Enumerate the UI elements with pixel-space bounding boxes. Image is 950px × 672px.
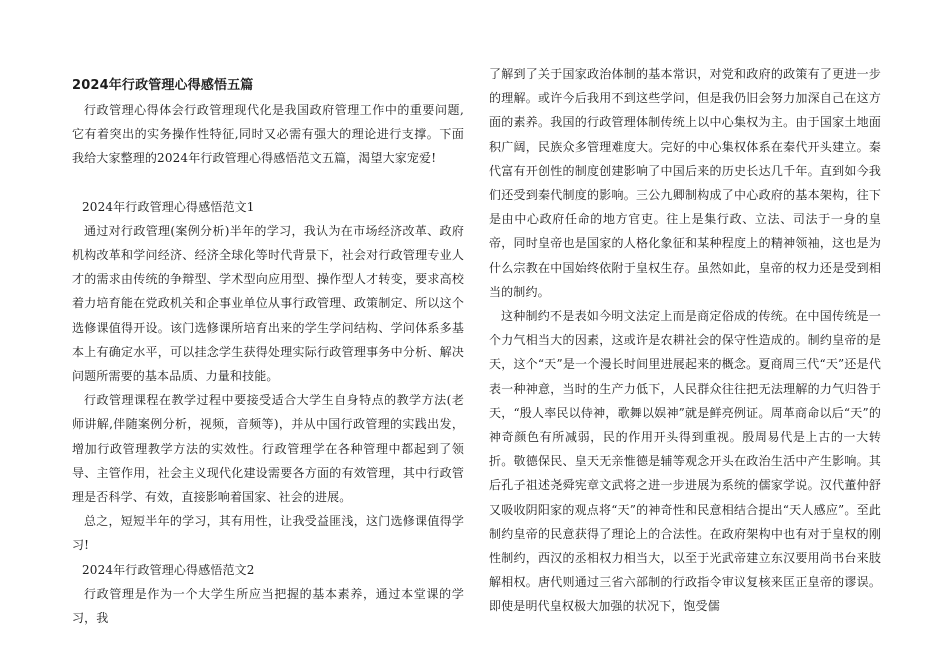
paragraph: 通过对行政管理(案例分析)半年的学习，我认为在市场经济改革、政府机构改革和学问经济、经济全球化等时代背景下，社会对行政管理专业人才的需求由传统的争辩型、学术型向应用型、操作型人才转变，要求高校着力培育能在党政机关和企事业单位从事行政管理、政策制定、所以这个选修课值得开设。该门选修课所培育出来的学生学问结构、学问体系多基本上有确定水平，可以挂念学生获得处理实际行政管理事务中分析、解决问题所需要的基本品质、力量和技能。 <box>72 223 464 384</box>
left-column <box>72 62 464 630</box>
paragraph: 总之，短短半年的学习，其有用性，让我受益匪浅，这门选修课值得学习! <box>72 514 464 553</box>
paragraph-gap <box>72 171 464 195</box>
paragraph: 行政管理心得体会行政管理现代化是我国政府管理工作中的重要问题,它有着突出的实务操作性特征,同时又必需有强大的理论进行支撑。下面我给大家整理的2024年行政管理心得感悟范文五篇，渴望大家宠爱! <box>72 103 464 166</box>
section-heading: 2024年行政管理心得感悟范文2 <box>82 562 255 577</box>
section-heading: 2024年行政管理心得感悟范文1 <box>82 199 255 214</box>
paragraph: 行政管理课程在教学过程中要接受适合大学生自身特点的教学方法(老师讲解,伴随案例分析，视频，音频等)，并从中国行政管理的实践出发，增加行政管理教学方法的实效性。行政管理学在各种管理中都起到了领导、主管作用，社会主义现代化建设需要各方面的有效管理，其中行政管理是否科学、有效，直接影响着国家、社会的进展。 <box>72 393 464 505</box>
right-column <box>489 62 881 619</box>
paragraph: 行政管理是作为一个大学生所应当把握的基本素养，通过本堂课的学习，我 <box>72 586 464 626</box>
paragraph: 这种制约不是表如今明文法定上而是商定俗成的传统。在中国传统是一个力气相当大的因素，这或许是农耕社会的保守性造成的。制约皇帝的是天，这个“天”是一个漫长时间里进展起来的概念。夏商周三代“天”还是代表一种神意，当时的生产力低下，人民群众往往把无法理解的力气归咎于天，“殷人率民以侍神，歌舞以娱神”就是鲜亮例证。周革商命以后“天”的神奇颜色有所减弱，民的作用开头得到重视。殷周易代是上古的一大转折。敬德保民、皇天无亲惟德是辅等观念开头在政治生活中产生影响。其后孔子祖述尧舜宪章文武将之进一步进展为系统的儒家学说。汉代董仲舒又吸收阴阳家的观点将“天”的神奇性和民意相结合提出“天人感应”。至此制约皇帝的民意获得了理论上的合法性。在政府架构中也有对于皇权的刚性制约，西汉的丞相权力相当大，以至于光武帝建立东汉要用尚书台来肢解相权。唐代则通过三省六部制的行政指令审议复核来匡正皇帝的谬误。即使是明代皇权极大加强的状况下，饱受儒 <box>489 309 881 614</box>
document-title: 2024年行政管理心得感悟五篇 <box>72 78 254 93</box>
paragraph-continuation: 了解到了关于国家政治体制的基本常识，对党和政府的政策有了更进一步的理解。或许今后我用不到这些学问，但是我仍旧会努力加深自己在这方面的素养。我国的行政管理体制传统上以中心集权为主。由于国家土地面积广阔，民族众多管理难度大。完好的中心集权体系在秦代开头建立。秦代富有开创性的制度创建影响了中国后来的历史长达几千年。直到如今我们还受到秦代制度的影响。三公九卿制构成了中心政府的基本架构，往下是由中心政府任命的地方官吏。往上是集行政、立法、司法于一身的皇帝，同时皇帝也是国家的人格化象征和某种程度上的精神领袖，这也是为什么宗教在中国始终依附于皇权生存。虽然如此，皇帝的权力还是受到相当的制约。 <box>489 67 881 299</box>
